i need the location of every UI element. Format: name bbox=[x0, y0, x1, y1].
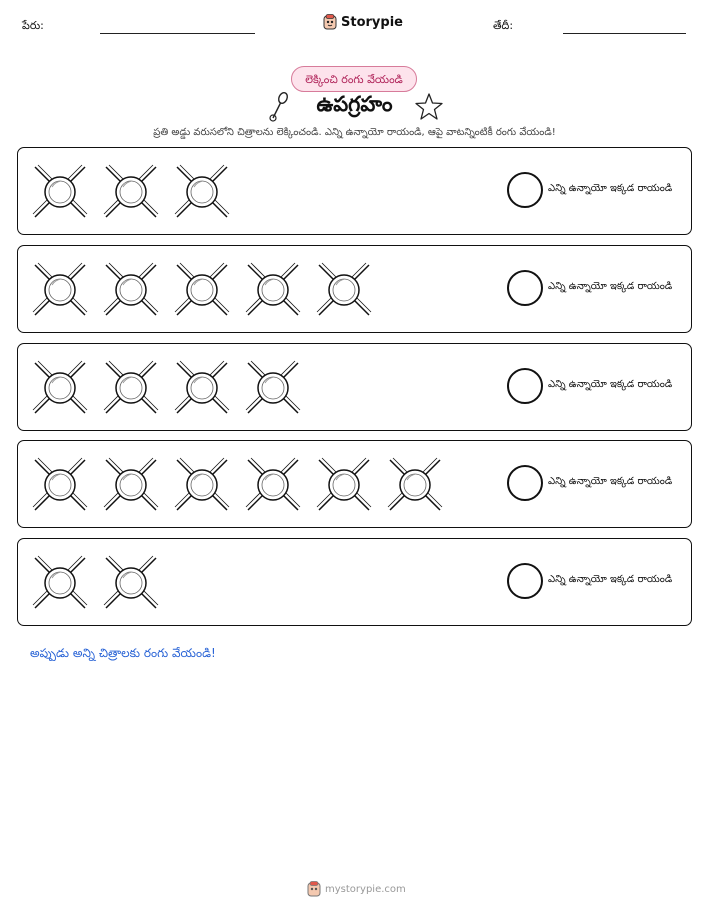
satellite-icon[interactable] bbox=[243, 358, 303, 422]
star-icon bbox=[414, 92, 444, 122]
page-title: ఉపగ్రహం bbox=[316, 92, 393, 116]
satellite-icon[interactable] bbox=[314, 260, 374, 324]
site-url: mystorypie.com bbox=[325, 883, 406, 895]
counting-row bbox=[17, 440, 692, 528]
satellite-icon[interactable] bbox=[314, 455, 374, 519]
footer-note: అప్పుడు అన్ని చిత్రాలకు రంగు వేయండి! bbox=[30, 646, 216, 660]
satellite-icon[interactable] bbox=[30, 162, 90, 226]
answer-circle[interactable] bbox=[507, 465, 543, 501]
brand-logo bbox=[323, 14, 403, 30]
satellite-icon[interactable] bbox=[101, 260, 161, 324]
instruction-text: ప్రతి అడ్డు వరుసలోని చిత్రాలను లెక్కించండి. ఎన్ని ఉన్నాయో రాయండి, ఆపై వాటన్నింటికీ రంగు వేయండి! bbox=[153, 127, 556, 138]
storypie-mascot-icon bbox=[323, 14, 337, 30]
brand-name: Storypie bbox=[341, 14, 403, 30]
satellite-icon[interactable] bbox=[172, 358, 232, 422]
answer-label: ఎన్ని ఉన్నాయో ఇక్కడ రాయండి bbox=[548, 574, 673, 585]
date-field-line[interactable] bbox=[563, 33, 686, 34]
site-footer bbox=[307, 881, 406, 897]
satellite-icon[interactable] bbox=[30, 455, 90, 519]
answer-label: ఎన్ని ఉన్నాయో ఇక్కడ రాయండి bbox=[548, 379, 673, 390]
counting-row bbox=[17, 245, 692, 333]
name-label: పేరు: bbox=[22, 19, 44, 32]
date-label: తేదీ: bbox=[493, 19, 514, 32]
satellite-icon[interactable] bbox=[172, 455, 232, 519]
storypie-mascot-icon bbox=[307, 881, 321, 897]
satellite-icon[interactable] bbox=[101, 162, 161, 226]
counting-row bbox=[17, 147, 692, 235]
answer-label: ఎన్ని ఉన్నాయో ఇక్కడ రాయండి bbox=[548, 281, 673, 292]
satellite-icon[interactable] bbox=[243, 455, 303, 519]
answer-circle[interactable] bbox=[507, 563, 543, 599]
activity-badge: లెక్కించి రంగు వేయండి bbox=[291, 66, 417, 92]
satellite-icon[interactable] bbox=[101, 455, 161, 519]
satellite-icon[interactable] bbox=[385, 455, 445, 519]
name-field-line[interactable] bbox=[100, 33, 255, 34]
answer-label: ఎన్ని ఉన్నాయో ఇక్కడ రాయండి bbox=[548, 476, 673, 487]
satellite-icon[interactable] bbox=[101, 358, 161, 422]
picture-group bbox=[30, 553, 161, 617]
satellite-icon[interactable] bbox=[30, 358, 90, 422]
answer-circle[interactable] bbox=[507, 172, 543, 208]
picture-group bbox=[30, 260, 374, 324]
satellite-icon[interactable] bbox=[30, 553, 90, 617]
satellite-icon[interactable] bbox=[243, 260, 303, 324]
satellite-icon[interactable] bbox=[30, 260, 90, 324]
counting-row bbox=[17, 538, 692, 626]
picture-group bbox=[30, 455, 445, 519]
answer-circle[interactable] bbox=[507, 368, 543, 404]
satellite-icon[interactable] bbox=[172, 260, 232, 324]
answer-label: ఎన్ని ఉన్నాయో ఇక్కడ రాయండి bbox=[548, 183, 673, 194]
picture-group bbox=[30, 162, 232, 226]
picture-group bbox=[30, 358, 303, 422]
answer-circle[interactable] bbox=[507, 270, 543, 306]
satellite-icon[interactable] bbox=[101, 553, 161, 617]
counting-row bbox=[17, 343, 692, 431]
satellite-icon[interactable] bbox=[172, 162, 232, 226]
